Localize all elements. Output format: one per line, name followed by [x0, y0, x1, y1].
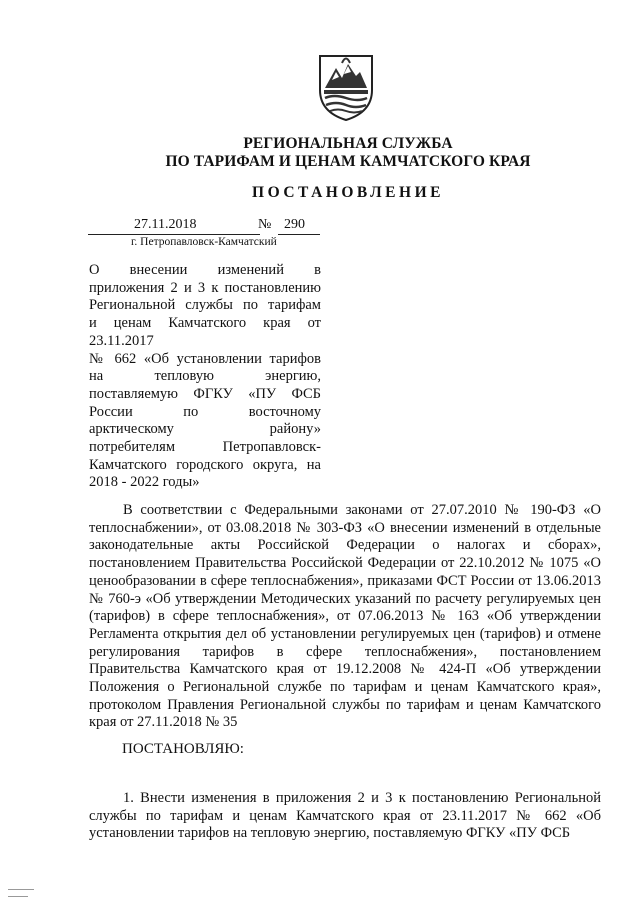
subject-line: России по восточному: [89, 403, 321, 420]
org-name-line1: РЕГИОНАЛЬНАЯ СЛУЖБА: [243, 135, 453, 152]
subject-line: и ценам Камчатского края от: [89, 315, 321, 332]
scan-margin-mark: [8, 896, 28, 897]
subject-line: Региональной службы по тарифам: [89, 297, 321, 314]
subject-line: поставляемую ФГКУ «ПУ ФСБ: [89, 385, 321, 402]
body-paragraph-2: 1. Внести изменения в приложения 2 и 3 к постановлению Региональной службы по тарифам и ценам Камчатского края от 23.11.2017 № 662 «Об установлении тарифов на тепловую энергию, поставляемую ФГКУ «ПУ ФСБ: [89, 790, 601, 842]
document-number: 290: [284, 217, 305, 232]
document-date: 27.11.2018: [134, 217, 197, 232]
subject-line: на тепловую энергию,: [89, 368, 321, 385]
number-underline: [278, 234, 320, 235]
subject-line: 23.11.2017: [89, 332, 154, 349]
subject-line: арктическому району»: [89, 421, 321, 438]
document-subject: [89, 262, 321, 492]
subject-line: № 662 «Об установлении тарифов: [89, 350, 321, 367]
scan-margin-mark: [8, 889, 34, 890]
date-underline: [88, 234, 260, 235]
number-sign: №: [258, 217, 272, 232]
subject-line: приложения 2 и 3 к постановлению: [89, 279, 321, 296]
coat-of-arms-icon: [316, 50, 376, 122]
org-name-line2: ПО ТАРИФАМ И ЦЕНАМ КАМЧАТСКОГО КРАЯ: [165, 153, 531, 170]
subject-line: Камчатского городского округа, на: [89, 456, 321, 473]
document-city: г. Петропавловск-Камчатский: [131, 236, 277, 248]
body-paragraph-1: В соответствии с Федеральными законами от 27.07.2010 № 190-ФЗ «О теплоснабжении», от 03.08.2018 № 303-ФЗ «О внесении изменений в отдельные законодательные акты Российской Федерации о налогах и сборах», постановлением Правительства Российской Федерации от 22.10.2012 № 1075 «О ценообразовании в сфере теплоснабжения», приказами ФСТ России от 13.06.2013 № 760-э «Об утверждении Методических указаний по расчету регулируемых цен (тарифов) в сфере теплоснабжения», от 07.06.2013 № 163 «Об утверждении Регламента открытия дел об установлении регулируемых цен (тарифов) и отмене регулирования тарифов в сфере теплоснабжения», постановлением Правительства Камчатского края от 19.12.2008 № 424-П «Об утверждении Положения о Региональной службе по тарифам и ценам Камчатского края», протоколом Правления Региональной службы по тарифам и ценам Камчатского края от 27.11.2018 № 35: [89, 502, 601, 731]
document-title: ПОСТАНОВЛЕНИЕ: [252, 184, 444, 201]
subject-line: потребителям Петропавловск-: [89, 439, 321, 456]
subject-line: О внесении изменений в: [89, 262, 321, 278]
decree-heading: ПОСТАНОВЛЯЮ:: [122, 741, 244, 757]
subject-line: 2018 - 2022 годы»: [89, 474, 200, 491]
